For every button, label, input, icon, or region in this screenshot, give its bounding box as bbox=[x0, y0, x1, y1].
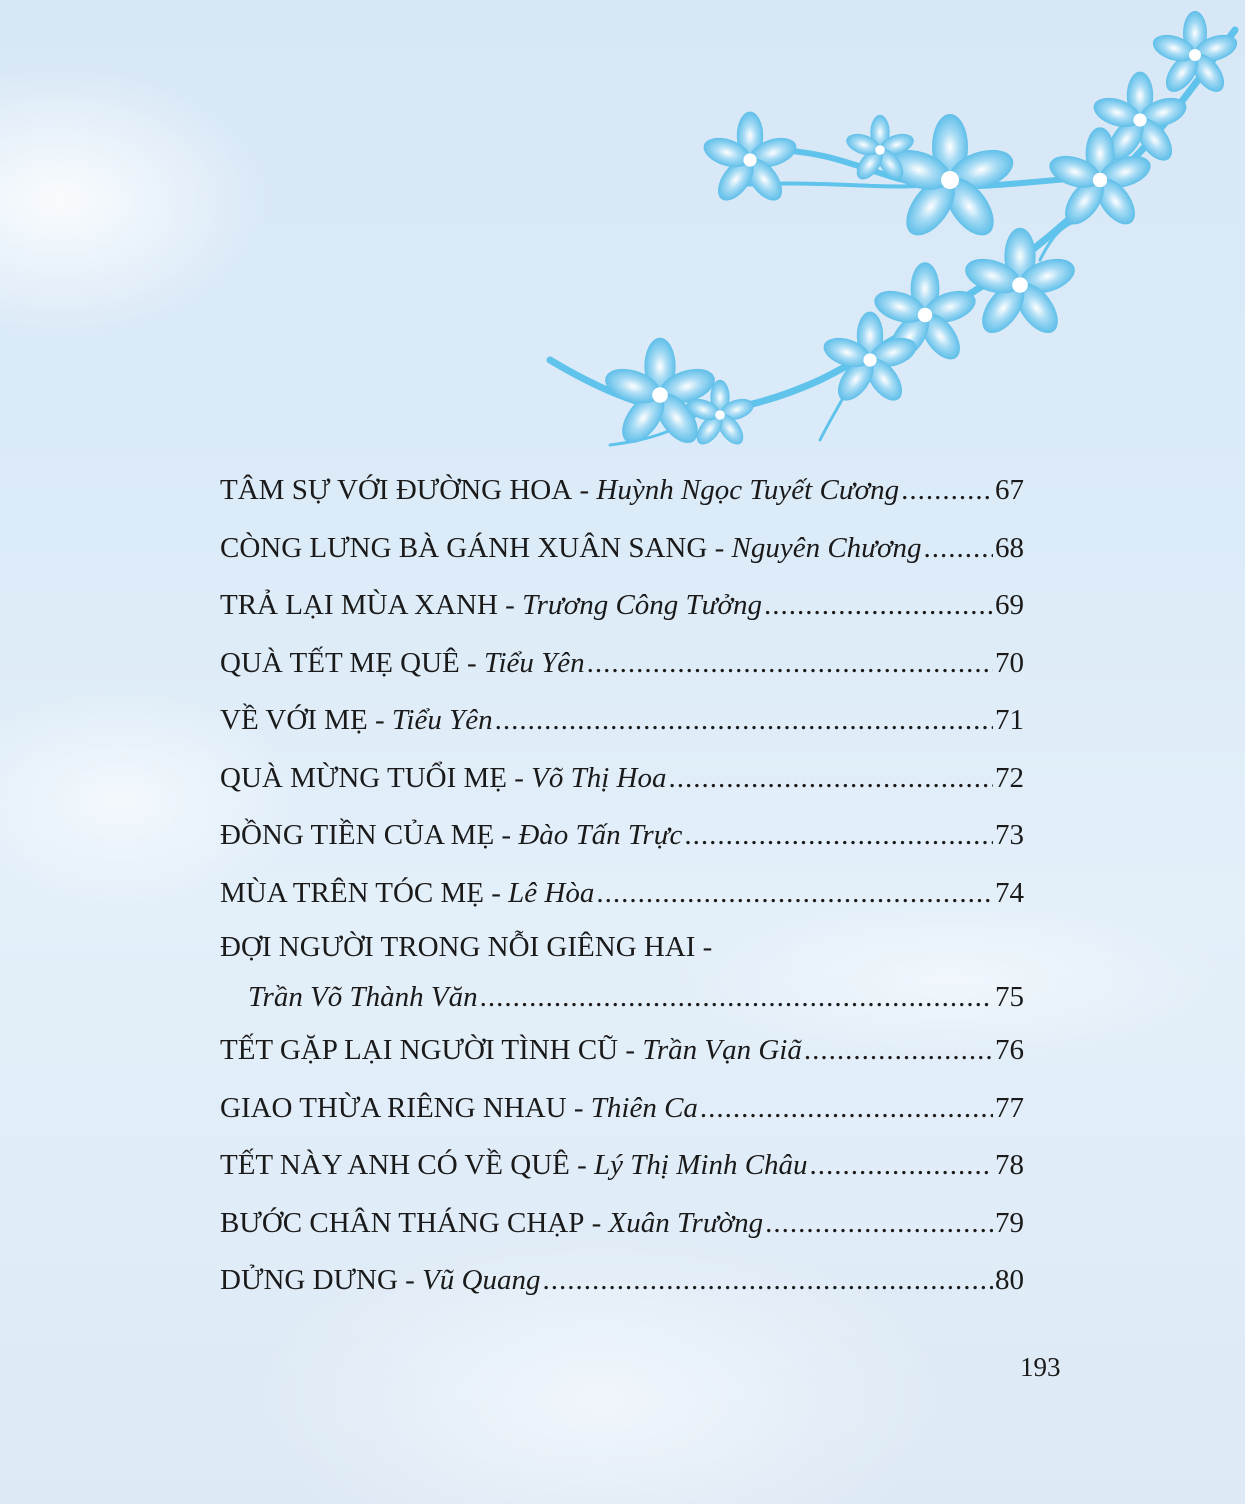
blossom-branch-illustration bbox=[0, 0, 1245, 470]
toc-entry-separator: - bbox=[484, 876, 509, 909]
dot-leader bbox=[810, 1137, 993, 1195]
toc-entry[interactable] bbox=[220, 1080, 1024, 1138]
toc-entry-author: Vũ Quang bbox=[422, 1264, 541, 1296]
toc-entry-page: 79 bbox=[995, 1206, 1024, 1239]
toc-entry-page: 68 bbox=[995, 531, 1024, 564]
toc-entry-separator: - bbox=[569, 1149, 595, 1181]
dot-leader bbox=[804, 1022, 993, 1080]
toc-entry-separator: - bbox=[572, 474, 597, 506]
toc-entry-separator: - bbox=[566, 1091, 591, 1124]
toc-entry-title: ĐỒNG TIỀN CỦA MẸ bbox=[220, 819, 495, 851]
toc-entry-page: 69 bbox=[995, 589, 1024, 621]
toc-entry-separator: - bbox=[459, 646, 484, 679]
toc-entry[interactable] bbox=[220, 1022, 1024, 1080]
toc-entry[interactable] bbox=[220, 1195, 1024, 1253]
toc-entry-author: Trần Võ Thành Văn bbox=[248, 981, 478, 1013]
toc-entry-page: 74 bbox=[995, 876, 1024, 909]
toc-entry-page: 72 bbox=[995, 761, 1024, 794]
toc-entry-separator: - bbox=[397, 1264, 423, 1296]
toc-entry-title: QUÀ MỪNG TUỔI MẸ bbox=[220, 761, 507, 794]
dot-leader bbox=[543, 1252, 993, 1310]
toc-entry-page: 73 bbox=[995, 819, 1024, 851]
toc-entry-title: BƯỚC CHÂN THÁNG CHẠP bbox=[220, 1206, 585, 1239]
toc-entry-author: Xuân Trường bbox=[608, 1206, 764, 1239]
toc-entry[interactable] bbox=[220, 520, 1024, 578]
toc-entry-title: TẾT NÀY ANH CÓ VỀ QUÊ bbox=[220, 1149, 570, 1181]
toc-entry-separator: - bbox=[497, 589, 523, 621]
toc-entry-separator: - bbox=[367, 704, 392, 736]
toc-entry-author: Trần Vạn Giã bbox=[642, 1034, 802, 1066]
toc-entry-page: 67 bbox=[995, 474, 1024, 506]
toc-entry-separator: - bbox=[707, 531, 732, 564]
toc-entry-title: GIAO THỪA RIÊNG NHAU bbox=[220, 1091, 567, 1124]
toc-entry-author: Trương Công Tưởng bbox=[522, 589, 762, 621]
toc-entry-title: ĐỢI NGƯỜI TRONG NỖI GIÊNG HAI - bbox=[220, 931, 713, 963]
toc-entry-title: DỬNG DƯNG bbox=[220, 1264, 398, 1296]
toc-entry-author: Võ Thị Hoa bbox=[531, 761, 667, 794]
toc-entry[interactable] bbox=[220, 692, 1024, 750]
dot-leader bbox=[587, 635, 993, 693]
dot-leader bbox=[764, 577, 993, 635]
toc-entry-separator: - bbox=[618, 1034, 643, 1066]
toc-entry-title: TÂM SỰ VỚI ĐƯỜNG HOA bbox=[220, 474, 573, 506]
toc-entry-page: 70 bbox=[995, 646, 1024, 679]
toc-entry-title: QUÀ TẾT MẸ QUÊ bbox=[220, 646, 460, 679]
toc-entry[interactable] bbox=[220, 1252, 1024, 1310]
toc-entry-separator: - bbox=[584, 1206, 609, 1239]
dot-leader bbox=[684, 807, 993, 865]
dot-leader bbox=[480, 972, 993, 1022]
toc-entry-title: CÒNG LƯNG BÀ GÁNH XUÂN SANG bbox=[220, 531, 708, 564]
toc-entry-title: TẾT GẶP LẠI NGƯỜI TÌNH CŨ bbox=[220, 1034, 619, 1066]
table-of-contents bbox=[220, 462, 1024, 1310]
toc-entry-author: Đào Tấn Trực bbox=[518, 819, 683, 851]
toc-entry[interactable] bbox=[220, 865, 1024, 923]
toc-entry-page: 80 bbox=[995, 1264, 1024, 1296]
toc-entry-author: Lê Hòa bbox=[508, 876, 595, 909]
dot-leader bbox=[596, 865, 993, 923]
dot-leader bbox=[765, 1195, 993, 1253]
toc-entry[interactable] bbox=[220, 750, 1024, 808]
toc-entry-page: 71 bbox=[995, 704, 1024, 736]
toc-entry-title: TRẢ LẠI MÙA XANH bbox=[220, 589, 498, 621]
toc-entry[interactable] bbox=[220, 462, 1024, 520]
toc-entry[interactable] bbox=[220, 635, 1024, 693]
dot-leader bbox=[700, 1080, 993, 1138]
dot-leader bbox=[901, 462, 993, 520]
toc-entry-author: Nguyên Chương bbox=[731, 531, 922, 564]
toc-entry-author: Tiểu Yên bbox=[483, 646, 585, 679]
toc-entry[interactable] bbox=[220, 807, 1024, 865]
page-number: 193 bbox=[1020, 1352, 1061, 1382]
toc-entry-page: 77 bbox=[995, 1091, 1024, 1124]
toc-entry-author: Huỳnh Ngọc Tuyết Cương bbox=[596, 474, 900, 506]
toc-entry-author: Thiên Ca bbox=[590, 1091, 698, 1124]
toc-entry-page: 78 bbox=[995, 1149, 1024, 1181]
toc-entry-separator: - bbox=[506, 761, 532, 794]
toc-entry-title: VỀ VỚI MẸ bbox=[220, 704, 368, 736]
toc-entry-author: Tiểu Yên bbox=[391, 704, 493, 736]
dot-leader bbox=[669, 750, 994, 808]
dot-leader bbox=[923, 520, 993, 578]
toc-entry[interactable] bbox=[220, 1137, 1024, 1195]
toc-entry-title: MÙA TRÊN TÓC MẸ bbox=[220, 876, 484, 909]
toc-entry[interactable] bbox=[220, 577, 1024, 635]
toc-entry-page: 75 bbox=[995, 981, 1024, 1013]
toc-entry-page: 76 bbox=[995, 1034, 1024, 1066]
toc-entry-author: Lý Thị Minh Châu bbox=[594, 1149, 808, 1181]
toc-entry-separator: - bbox=[494, 819, 519, 851]
dot-leader bbox=[495, 692, 993, 750]
toc-entry[interactable] bbox=[220, 922, 1024, 1022]
